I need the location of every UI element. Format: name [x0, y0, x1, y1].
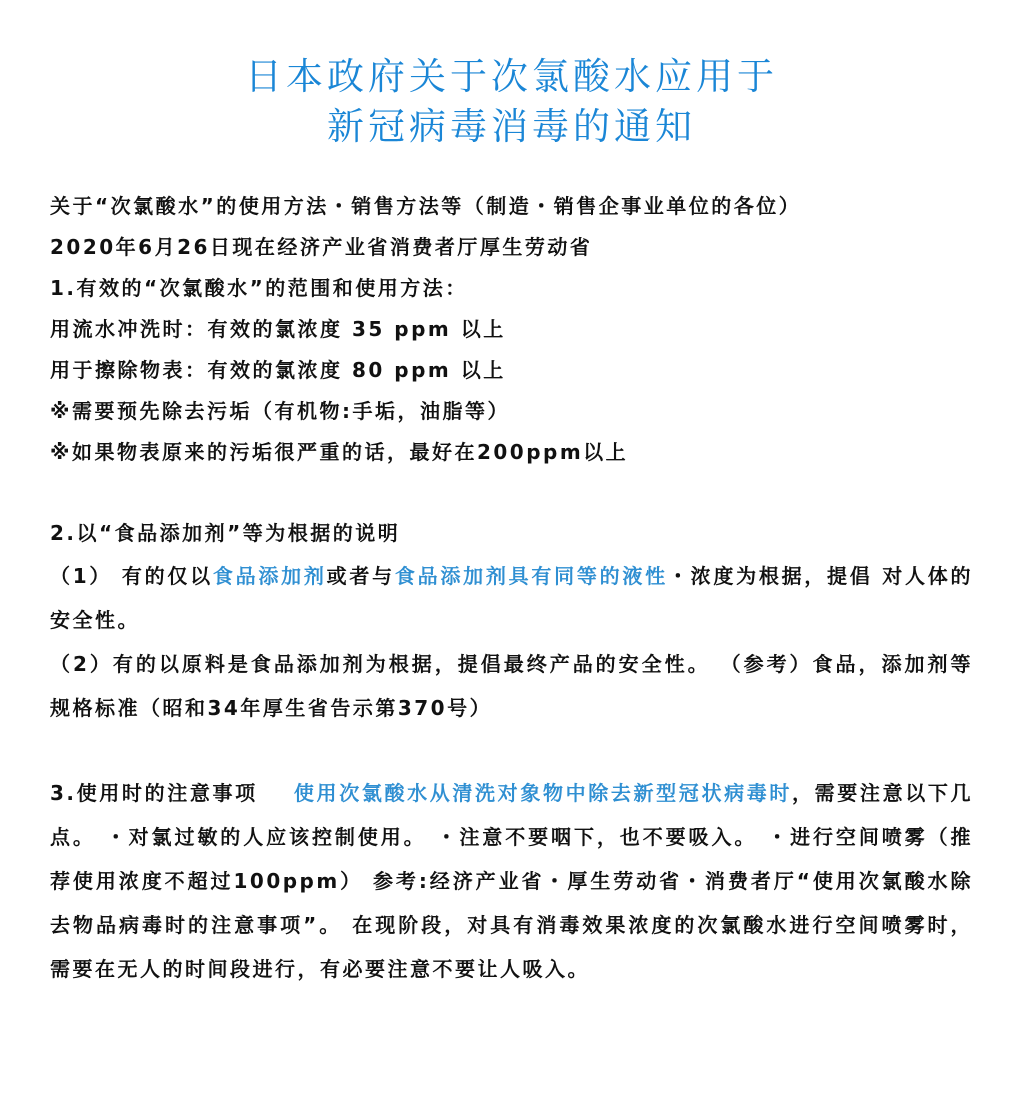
section1-row-4: ※如果物表原来的污垢很严重的话，最好在200ppm以上 [50, 440, 629, 464]
spacer [50, 473, 973, 513]
section2-item1-prefix: （1） 有的仅以 [50, 564, 213, 588]
document-title [50, 52, 973, 152]
section2-item1-suffix: ・浓度为根据，提倡 对人体的安全性。 [50, 564, 974, 632]
section1-row-1: 用流水冲洗时：有效的氯浓度 35 ppm 以上 [50, 317, 506, 341]
title-line-2: 新冠病毒消毒的通知 [327, 105, 696, 148]
section3-heading: 3.使用时的注意事项 [50, 781, 258, 805]
highlight-equivalent-liquid: 食品添加剂具有同等的液性 [394, 564, 668, 588]
section1-row-3: ※需要预先除去污垢（有机物:手垢，油脂等） [50, 399, 510, 423]
highlight-removal-note: 使用次氯酸水从清洗对象物中除去新型冠状病毒时 [293, 781, 793, 805]
section3-paragraph [50, 771, 973, 991]
highlight-food-additive: 食品添加剂 [212, 564, 327, 588]
section2-heading: 2.以“食品添加剂”等为根据的说明 [50, 521, 401, 545]
section2-item1-mid: 或者与 [326, 564, 395, 588]
section1-row-2: 用于擦除物表：有效的氯浓度 80 ppm 以上 [50, 358, 506, 382]
title-line-1: 日本政府关于次氯酸水应用于 [245, 55, 778, 98]
section3-body: ，需要注意以下几点。 ・对氯过敏的人应该控制使用。 ・注意不要咽下，也不要吸入。 ・进行空间喷雾（推荐使用浓度不超过100ppm） 参考:经济产业省・厚生劳动省・消费者厅“使用次氯酸水除去物品病毒时的注意事项”。 在现阶段，对具有消毒效果浓度的次氯酸水进行空间喷雾时，需要在无人的时间段进行，有必要注意不要让人吸入。 [50, 781, 973, 981]
intro-date: 2020年6月26日现在经济产业省消费者厅厚生劳动省 [50, 235, 593, 259]
document-body [50, 186, 973, 991]
spacer [50, 730, 973, 771]
section2-item-1 [50, 554, 973, 642]
section2-item-2: （2）有的以原料是食品添加剂为根据，提倡最终产品的安全性。 （参考）食品，添加剂等规格标准（昭和34年厚生省告示第370号） [50, 652, 973, 720]
section1-heading: 1.有效的“次氯酸水”的范围和使用方法： [50, 276, 468, 300]
intro-subject: 关于“次氯酸水”的使用方法・销售方法等（制造・销售企事业单位的各位） [50, 194, 802, 218]
